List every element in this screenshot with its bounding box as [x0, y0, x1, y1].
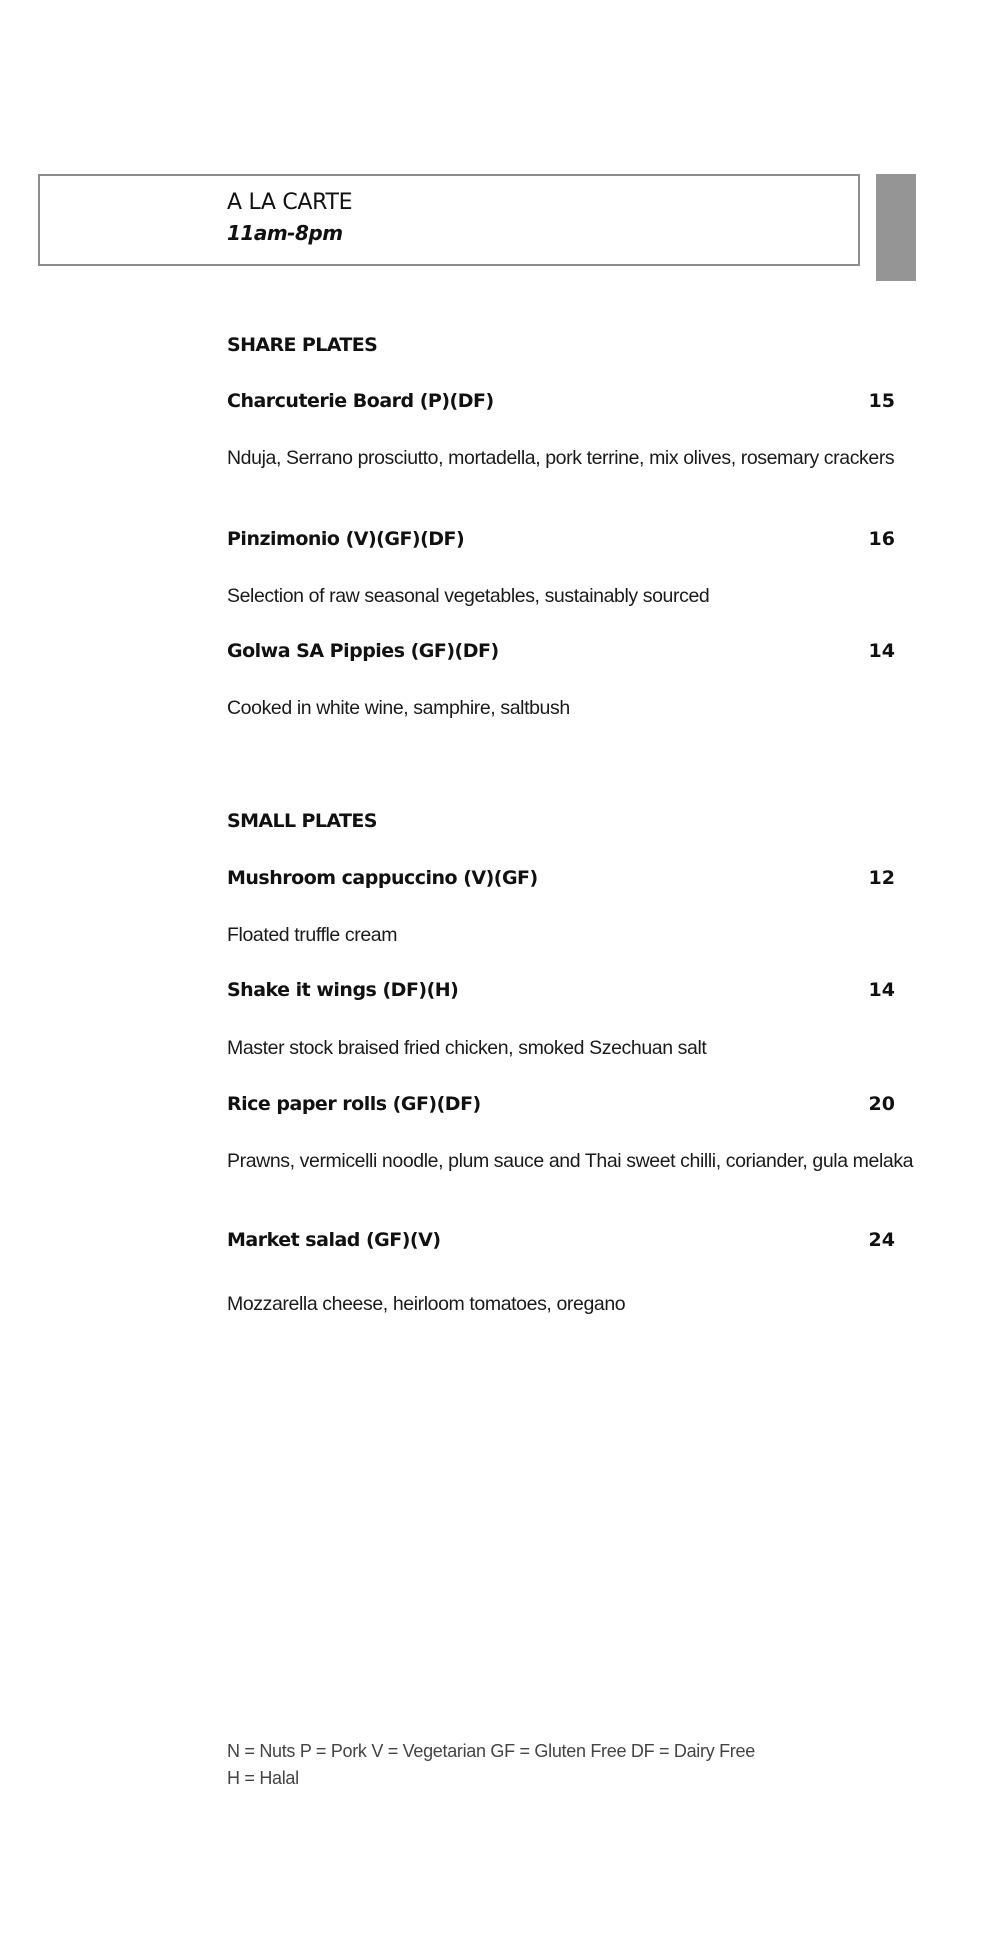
legend-line-1: N = Nuts P = Pork V = Vegetarian GF = Gluten Free DF = Dairy Free: [227, 1741, 755, 1761]
item-name: Market salad (GF)(V): [227, 1229, 441, 1251]
item-name: Rice paper rolls (GF)(DF): [227, 1093, 481, 1115]
dietary-legend: [227, 1738, 927, 1792]
item-name: Golwa SA Pippies (GF)(DF): [227, 640, 499, 662]
item-price: 24: [868, 1229, 895, 1251]
header-box: [38, 174, 860, 266]
item-name: Mushroom cappuccino (V)(GF): [227, 867, 538, 889]
item-description: Mozzarella cheese, heirloom tomatoes, oregano: [227, 1293, 626, 1315]
item-price: 20: [868, 1093, 895, 1115]
menu-hours: 11am-8pm: [227, 221, 343, 245]
item-name: Shake it wings (DF)(H): [227, 979, 459, 1001]
section-title-small-plates: SMALL PLATES: [227, 810, 377, 832]
item-description: Cooked in white wine, samphire, saltbush: [227, 697, 570, 719]
item-name: Pinzimonio (V)(GF)(DF): [227, 528, 465, 550]
item-price: 12: [868, 867, 895, 889]
item-description: Master stock braised fried chicken, smoked Szechuan salt: [227, 1037, 707, 1059]
item-price: 14: [868, 979, 895, 1001]
menu-title: A LA CARTE: [227, 190, 353, 215]
item-price: 16: [868, 528, 895, 550]
side-tab-bar: [876, 174, 916, 281]
item-description: Prawns, vermicelli noodle, plum sauce and Thai sweet chilli, coriander, gula melaka: [227, 1150, 914, 1172]
item-price: 14: [868, 640, 895, 662]
item-description: Nduja, Serrano prosciutto, mortadella, pork terrine, mix olives, rosemary crackers: [227, 447, 895, 469]
item-price: 15: [868, 390, 895, 412]
item-name: Charcuterie Board (P)(DF): [227, 390, 494, 412]
item-description: Selection of raw seasonal vegetables, sustainably sourced: [227, 585, 710, 607]
legend-line-2: H = Halal: [227, 1768, 299, 1788]
item-description: Floated truffle cream: [227, 924, 398, 946]
section-title-share-plates: SHARE PLATES: [227, 334, 378, 356]
